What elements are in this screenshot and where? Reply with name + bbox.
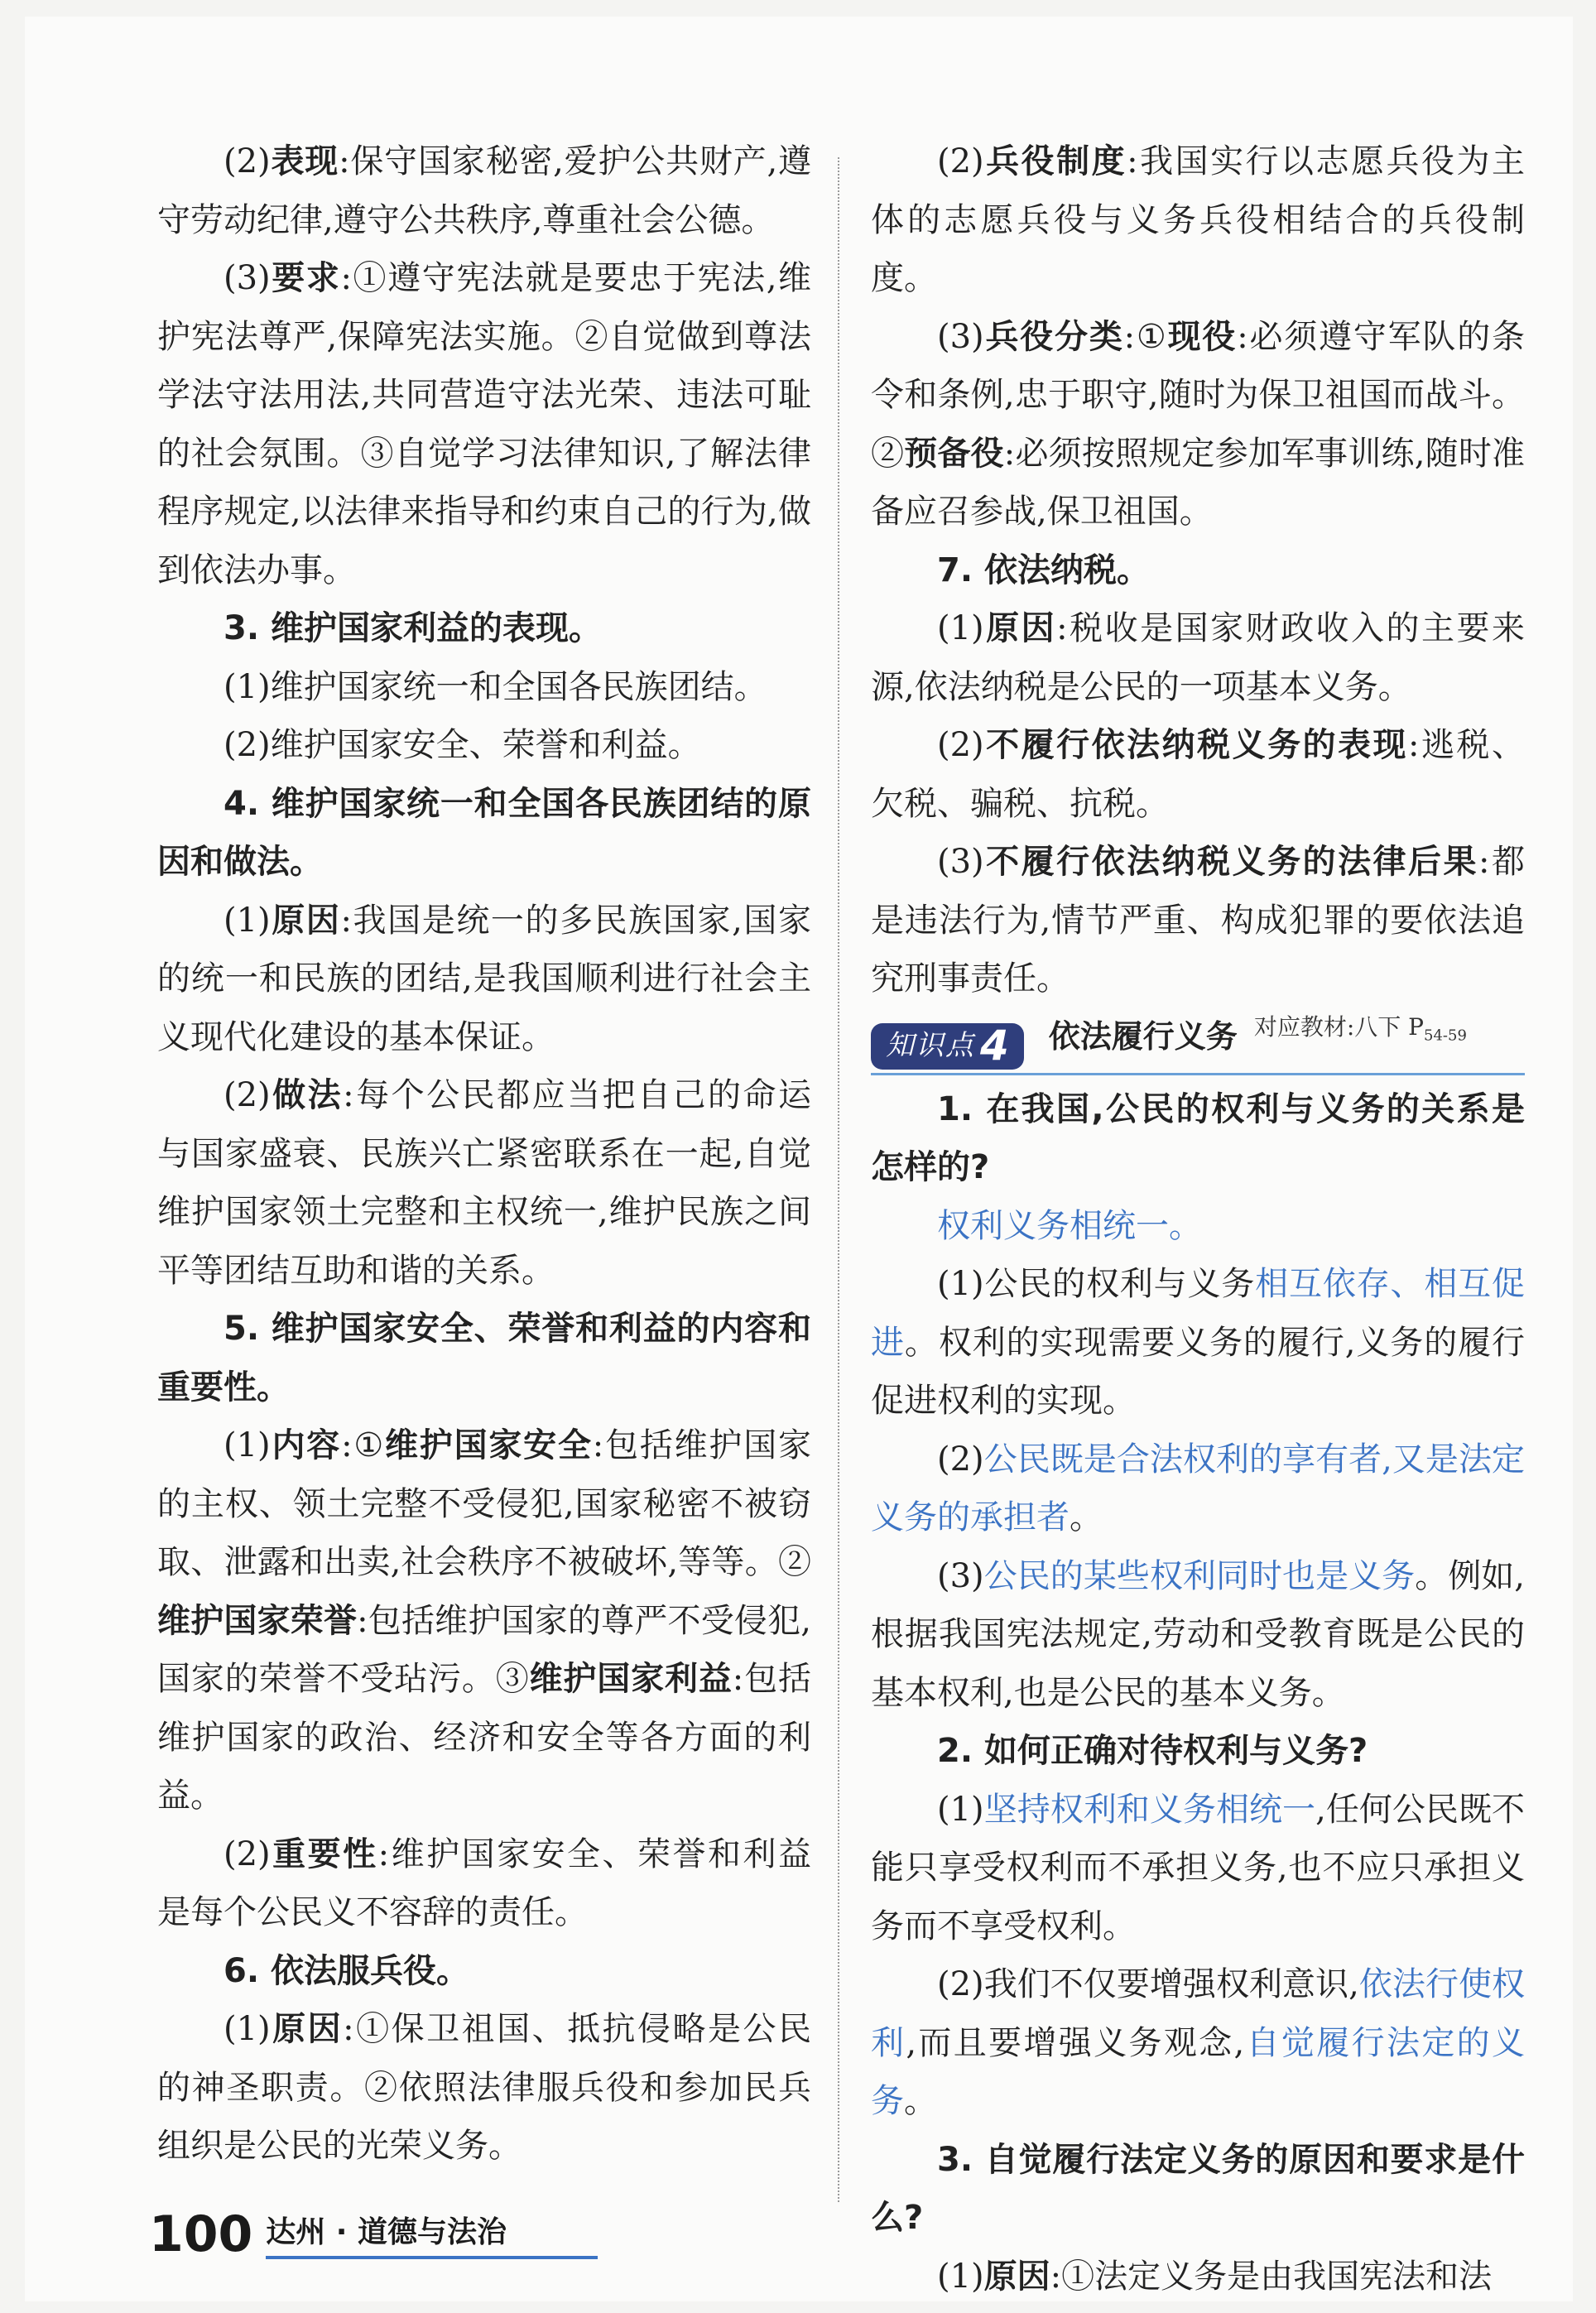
section-heading: 5. 维护国家安全、荣誉和利益的内容和重要性。	[157, 1310, 811, 1407]
page-footer	[149, 2205, 598, 2263]
textbook-page	[25, 17, 1573, 2301]
knowledge-point-header	[871, 1015, 1525, 1075]
paragraph: (2)兵役制度:我国实行以志愿兵役为主体的志愿兵役与义务兵役相结合的兵役制度。	[871, 142, 1525, 297]
paragraph: (3)不履行依法纳税义务的法律后果:都是违法行为,情节严重、构成犯罪的要依法追究刑事责任。	[871, 843, 1525, 998]
answer-text: 权利义务相统一。	[937, 1206, 1202, 1245]
question-heading: 3. 自觉履行法定义务的原因和要求是什么?	[871, 2140, 1525, 2237]
paragraph: (1)原因:①法定义务是由我国宪法和法	[937, 2257, 1493, 2296]
section-heading: 4. 维护国家统一和全国各民族团结的原因和做法。	[157, 784, 811, 881]
paragraph: (1)原因:税收是国家财政收入的主要来源,依法纳税是公民的一项基本义务。	[871, 609, 1526, 706]
paragraph: (2)做法:每个公民都应当把自己的命运与国家盛衰、民族兴亡紧密联系在一起,自觉维护国家领土完整和主权统一,维护民族之间平等团结互助和谐的关系。	[157, 1076, 812, 1290]
left-column	[157, 132, 811, 2176]
question-heading: 1. 在我国,公民的权利与义务的关系是怎样的?	[871, 1089, 1525, 1186]
paragraph: (2)我们不仅要增强权利意识,依法行使权利,而且要增强义务观念,自觉履行法定的义务。	[871, 1965, 1526, 2120]
textbook-reference: 对应教材:八下 $P_{54-59}$	[1253, 1013, 1467, 1045]
paragraph: (1)维护国家统一和全国各民族团结。	[224, 667, 767, 706]
paragraph: (2)不履行依法纳税义务的表现:逃税、欠税、骗税、抗税。	[871, 726, 1525, 823]
paragraph: (2)表现:保守国家秘密,爱护公共财产,遵守劳动纪律,遵守公共秩序,尊重社会公德。	[157, 142, 812, 239]
section-heading: 3. 维护国家利益的表现。	[224, 609, 602, 647]
page-number: 100	[149, 2205, 253, 2263]
paragraph: (3)公民的某些权利同时也是义务。例如,根据我国宪法规定,劳动和受教育既是公民的基本权利,也是公民的基本义务。	[871, 1556, 1526, 1712]
section-heading: 7. 依法纳税。	[937, 551, 1150, 589]
paragraph: (1)内容:①维护国家安全:包括维护国家的主权、领土完整不受侵犯,国家秘密不被窃取、泄露和出卖,社会秩序不被破坏,等等。②维护国家荣誉:包括维护国家的尊严不受侵犯,国家的荣誉不受玷污。③维护国家利益:包括维护国家的政治、经济和安全等各方面的利益。	[157, 1426, 812, 1815]
paragraph: (2)重要性:维护国家安全、荣誉和利益是每个公民义不容辞的责任。	[157, 1835, 811, 1931]
paragraph: (1)公民的权利与义务相互依存、相互促进。权利的实现需要义务的履行,义务的履行促进权利的实现。	[871, 1265, 1526, 1420]
section-heading: 6. 依法服兵役。	[224, 1951, 469, 1990]
paragraph: (3)要求:①遵守宪法就是要忠于宪法,维护宪法尊严,保障宪法实施。②自觉做到尊法学法守法用法,共同营造守法光荣、违法可耻的社会氛围。③自觉学习法律知识,了解法律程序规定,以法律来指导和约束自己的行为,做到依法办事。	[157, 259, 811, 589]
paragraph: (1)坚持权利和义务相统一,任何公民既不能只享受权利而不承担义务,也不应只承担义务而不享受权利。	[871, 1790, 1526, 1945]
paragraph: (2)维护国家安全、荣誉和利益。	[224, 726, 701, 764]
paragraph: (1)原因:我国是统一的多民族国家,国家的统一和民族的团结,是我国顺利进行社会主义现代化建设的基本保证。	[157, 901, 811, 1056]
paragraph: (2)公民既是合法权利的享有者,又是法定义务的承担者。	[871, 1440, 1525, 1536]
right-column	[871, 132, 1525, 2306]
badge-label: 知识点	[886, 1029, 975, 1063]
book-title: 达州 · 道德与法治	[266, 2209, 598, 2259]
badge-number: 4	[980, 1022, 1009, 1070]
question-heading: 2. 如何正确对待权利与义务?	[937, 1732, 1368, 1770]
column-divider	[838, 157, 839, 2202]
knowledge-point-title: 依法履行义务	[1048, 1018, 1238, 1055]
paragraph: (3)兵役分类:①现役:必须遵守军队的条令和条例,忠于职守,随时为保卫祖国而战斗。②预备役:必须按照规定参加军事训练,随时准备应召参战,保卫祖国。	[871, 317, 1526, 531]
knowledge-point-badge	[871, 1023, 1024, 1070]
paragraph: (1)原因:①保卫祖国、抵抗侵略是公民的神圣职责。②依照法律服兵役和参加民兵组织是公民的光荣义务。	[157, 2010, 812, 2165]
